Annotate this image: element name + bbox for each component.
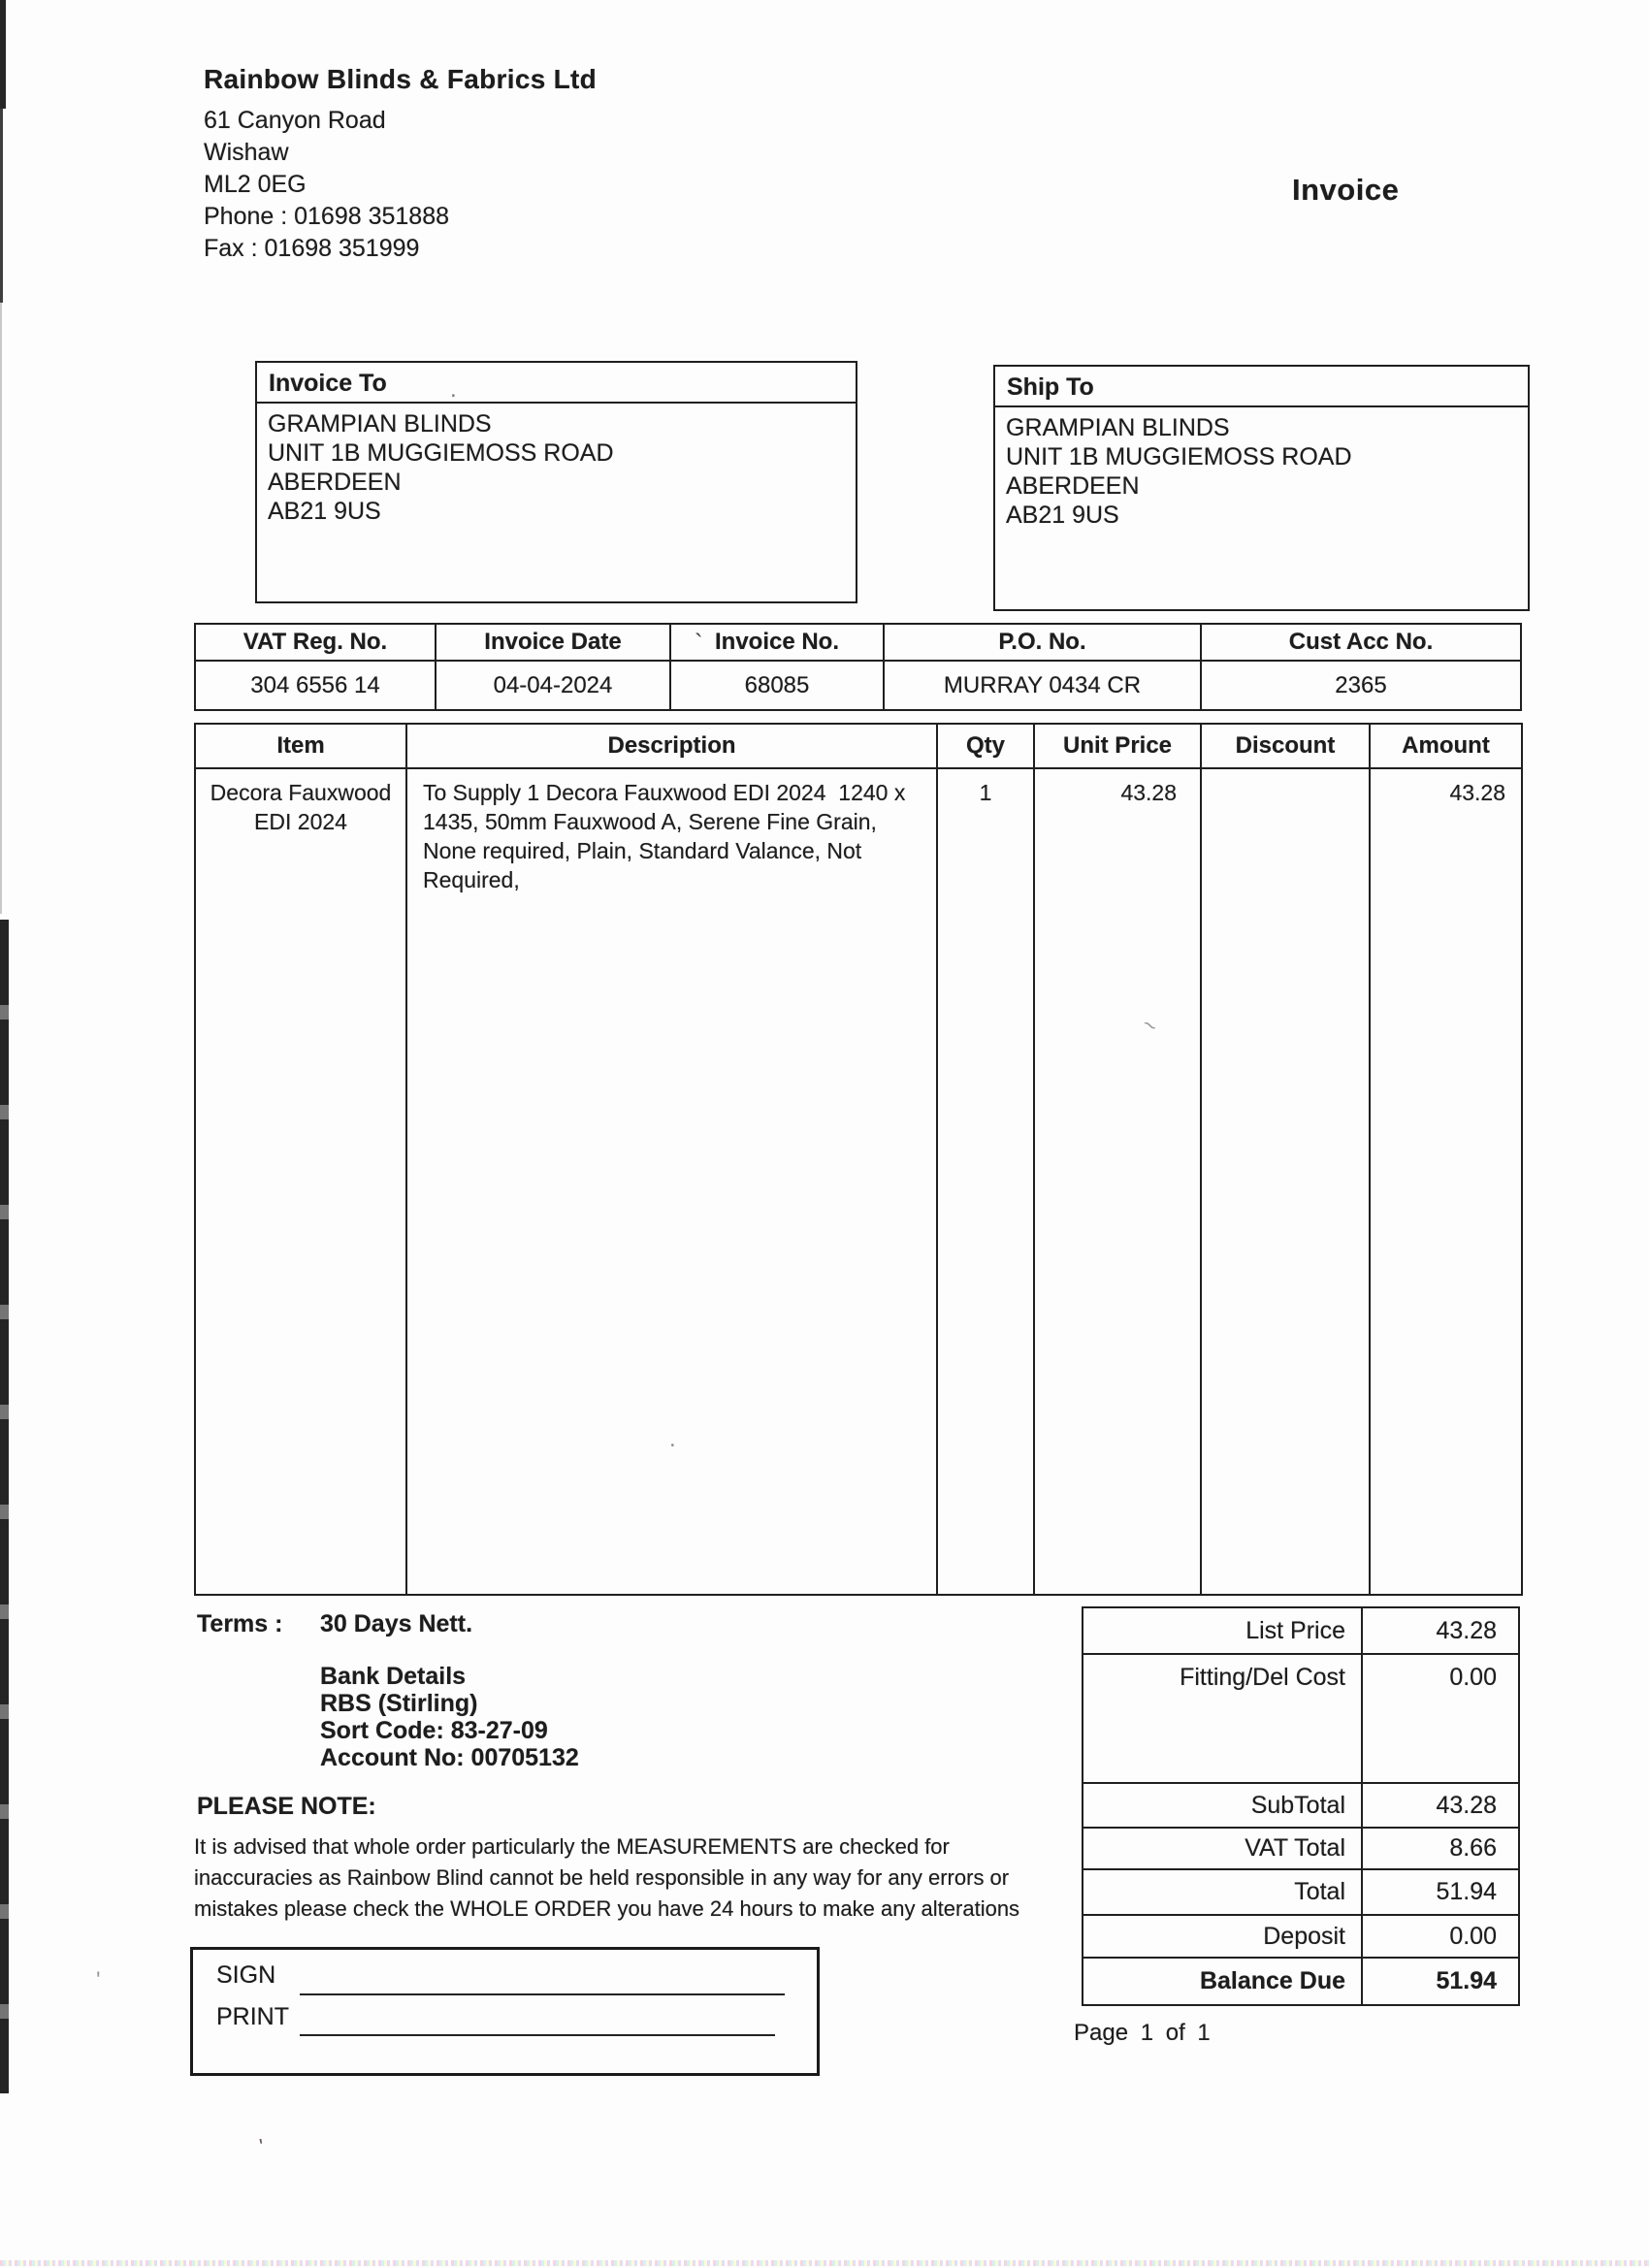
meta-value-invoice-no: 68085: [671, 662, 885, 709]
totals-value: 8.66: [1449, 1834, 1497, 1862]
meta-header-cust-acc: Cust Acc No.: [1288, 629, 1434, 655]
item-cell-amount: 43.28: [1449, 780, 1505, 805]
address-line: GRAMPIAN BLINDS: [1006, 414, 1230, 441]
item-cell-description: To Supply 1 Decora Fauxwood EDI 2024 1240 x 1435, 50mm Fauxwood A, Serene Fine Grain, None required, Plain, Standard Valance, Not Required,: [407, 769, 938, 1596]
bank-name: RBS (Stirling): [320, 1690, 478, 1717]
ship-to-address: [1006, 413, 1352, 530]
print-label: PRINT: [216, 2003, 289, 2030]
sign-label: SIGN: [216, 1961, 276, 1989]
scan-dot-artifact: .: [669, 1426, 676, 1452]
address-line: GRAMPIAN BLINDS: [268, 410, 492, 437]
scan-speck-artifact: ': [96, 1967, 101, 1993]
items-header-discount: Discount: [1202, 725, 1371, 767]
item-cell-discount: [1202, 769, 1371, 1596]
totals-value: 0.00: [1449, 1922, 1497, 1950]
scan-dot-artifact: .: [450, 376, 457, 403]
totals-value: 43.28: [1436, 1616, 1497, 1644]
invoice-to-address: [268, 409, 614, 526]
totals-row-total: [1083, 1870, 1518, 1916]
meta-header-invoice-date: Invoice Date: [436, 625, 671, 660]
meta-value-cust-acc: 2365: [1335, 671, 1387, 698]
items-header-description: Description: [407, 725, 938, 767]
document-title: Invoice: [1292, 173, 1400, 207]
meta-value-invoice-date: 04-04-2024: [436, 662, 671, 709]
meta-header-po-no: P.O. No.: [885, 625, 1202, 660]
totals-label: Balance Due: [1083, 1959, 1363, 2004]
terms-value: 30 Days Nett.: [320, 1610, 473, 1637]
address-line: ABERDEEN: [268, 469, 402, 496]
invoice-meta-table: [194, 623, 1522, 711]
address-line: AB21 9US: [268, 498, 381, 525]
items-header-unit-price: Unit Price: [1035, 725, 1202, 767]
ship-to-label: Ship To: [1007, 373, 1094, 401]
meta-value-po-no: MURRAY 0434 CR: [885, 662, 1202, 709]
totals-value: 43.28: [1436, 1791, 1497, 1819]
scan-speck-artifact: ': [257, 2133, 267, 2159]
item-row: [196, 769, 1521, 1596]
note-line: It is advised that whole order particularly the MEASUREMENTS are checked for: [194, 1834, 950, 1859]
bank-details: [320, 1663, 579, 1771]
divider: [995, 405, 1528, 407]
totals-value: 0.00: [1449, 1664, 1497, 1691]
scan-edge-artifact: [0, 0, 6, 109]
invoice-to-box: [255, 361, 857, 603]
totals-row-fitting-del-cost: [1083, 1655, 1518, 1784]
please-note-heading: PLEASE NOTE:: [197, 1793, 376, 1820]
meta-header-row: [196, 625, 1520, 662]
address-line: UNIT 1B MUGGIEMOSS ROAD: [268, 439, 614, 467]
item-cell-name: Decora Fauxwood EDI 2024: [196, 769, 407, 1596]
note-line: inaccuracies as Rainbow Blind cannot be held responsible in any way for any errors or: [194, 1865, 1010, 1890]
totals-row-list-price: [1083, 1608, 1518, 1655]
meta-header-invoice-no: Invoice No.: [671, 625, 885, 660]
items-header-item: Item: [196, 725, 407, 767]
invoice-to-label: Invoice To: [269, 370, 387, 397]
company-address-line: 61 Canyon Road: [204, 107, 386, 134]
totals-value: 51.94: [1436, 1967, 1497, 1994]
item-cell-unit-price: 43.28: [1035, 769, 1202, 1596]
company-address: [204, 105, 449, 265]
scan-noise-strip: [0, 2260, 1649, 2266]
address-line: UNIT 1B MUGGIEMOSS ROAD: [1006, 443, 1352, 470]
totals-label: Deposit: [1083, 1916, 1363, 1957]
totals-label: SubTotal: [1083, 1784, 1363, 1827]
totals-box: [1082, 1606, 1520, 2006]
totals-row-vat-total: [1083, 1829, 1518, 1870]
scan-edge-artifact: [0, 303, 2, 914]
bank-account-no: Account No: 00705132: [320, 1744, 579, 1771]
items-header-amount: Amount: [1402, 732, 1490, 759]
totals-label: List Price: [1083, 1608, 1363, 1653]
item-cell-qty: 1: [938, 769, 1035, 1596]
print-line: [300, 2034, 775, 2036]
scan-edge-artifact: [0, 920, 9, 2093]
pen-tick-artifact: `: [695, 629, 703, 658]
scan-edge-artifact: [0, 109, 3, 303]
ship-to-box: [993, 365, 1530, 611]
terms-label: Terms :: [197, 1610, 283, 1637]
totals-row-balance-due: [1083, 1959, 1518, 2004]
line-items-table: [194, 723, 1523, 1596]
sign-line: [300, 1993, 785, 1995]
bank-sort-code: Sort Code: 83-27-09: [320, 1717, 548, 1744]
note-line: mistakes please check the WHOLE ORDER you have 24 hours to make any alterations: [194, 1896, 1020, 1921]
totals-label: VAT Total: [1083, 1829, 1363, 1868]
company-fax: Fax : 01698 351999: [204, 235, 420, 262]
bank-details-heading: Bank Details: [320, 1663, 467, 1690]
signature-box: [190, 1947, 820, 2076]
company-name: Rainbow Blinds & Fabrics Ltd: [204, 64, 598, 94]
meta-value-row: [196, 662, 1520, 709]
address-line: ABERDEEN: [1006, 472, 1140, 500]
items-header-row: [196, 725, 1521, 769]
please-note-body: [194, 1831, 1019, 1925]
meta-header-vat-reg: VAT Reg. No.: [196, 625, 436, 660]
totals-value: 51.94: [1436, 1878, 1497, 1905]
company-phone: Phone : 01698 351888: [204, 203, 450, 230]
address-line: AB21 9US: [1006, 502, 1119, 529]
totals-label: Total: [1083, 1870, 1363, 1914]
meta-value-vat-reg: 304 6556 14: [196, 662, 436, 709]
divider: [257, 402, 856, 404]
page-number: Page 1 of 1: [1074, 2020, 1211, 2046]
totals-row-subtotal: [1083, 1784, 1518, 1829]
company-address-line: Wishaw: [204, 139, 289, 166]
totals-row-deposit: [1083, 1916, 1518, 1959]
scan-mark-artifact: ~: [1137, 1011, 1162, 1041]
company-address-line: ML2 0EG: [204, 171, 307, 198]
items-header-qty: Qty: [938, 725, 1035, 767]
totals-label: Fitting/Del Cost: [1083, 1655, 1363, 1782]
